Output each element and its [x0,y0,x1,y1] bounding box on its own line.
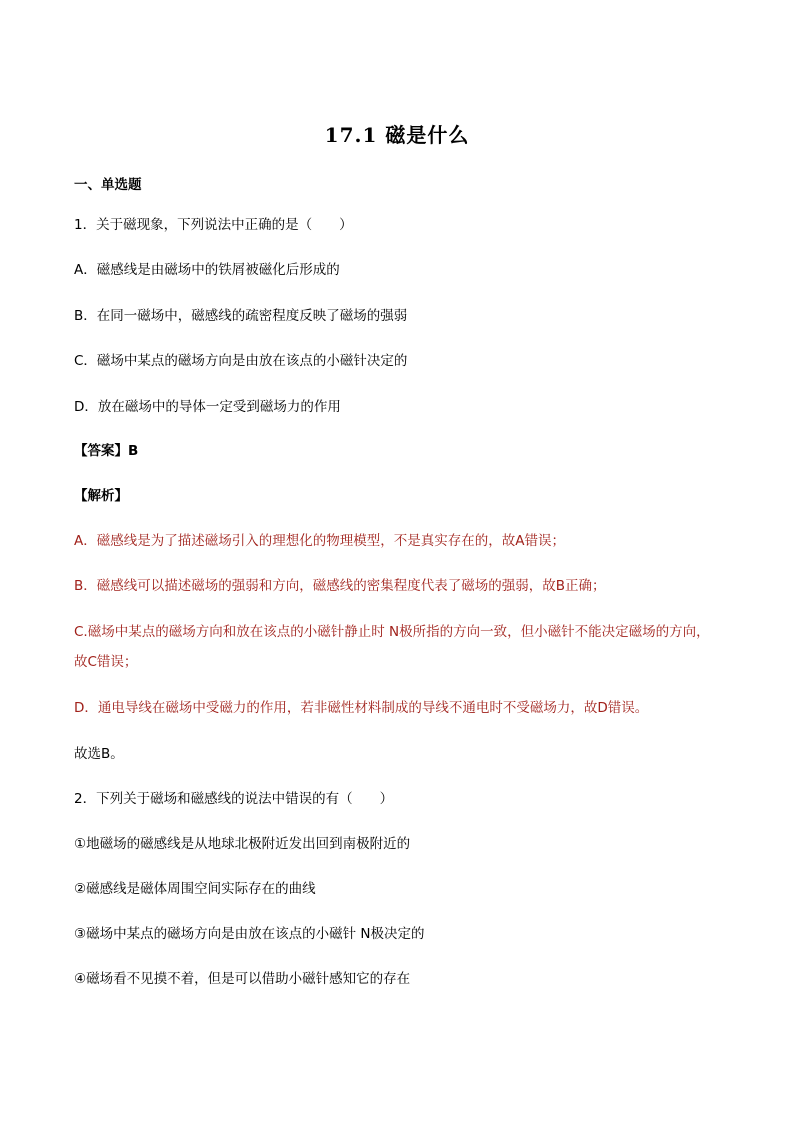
q1-stem: 1．关于磁现象，下列说法中正确的是（ ） [74,217,353,233]
q1-option-a: A．磁感线是由磁场中的铁屑被磁化后形成的 [74,262,340,278]
q1-option-b: B．在同一磁场中，磁感线的疏密程度反映了磁场的强弱 [74,308,408,324]
q2-stem: 2．下列关于磁场和磁感线的说法中错误的有（ ） [74,791,394,807]
page-title: 17.1 磁是什么 [324,123,470,147]
q1-analysis-d: D．通电导线在磁场中受磁力的作用，若非磁性材料制成的导线不通电时不受磁场力，故D错误。 [74,700,649,716]
q2-item-1: ①地磁场的磁感线是从地球北极附近发出回到南极附近的 [74,836,411,852]
q1-analysis-b: B．磁感线可以描述磁场的强弱和方向，磁感线的密集程度代表了磁场的强弱，故B正确； [74,578,606,594]
q1-analysis-a: A．磁感线是为了描述磁场引入的理想化的物理模型，不是真实存在的，故A错误； [74,533,565,549]
q1-analysis-c-cont: 故C错误； [74,654,138,670]
section-heading: 一、单选题 [74,177,142,193]
q1-analysis-c: C.磁场中某点的磁场方向和放在该点的小磁针静止时 N极所指的方向一致，但小磁针不能决定磁场的方向， [74,624,710,640]
q1-option-c: C．磁场中某点的磁场方向是由放在该点的小磁针决定的 [74,353,408,369]
q2-item-2: ②磁感线是磁体周围空间实际存在的曲线 [74,881,316,897]
q1-answer: 【答案】B [74,443,139,459]
q1-conclusion: 故选B。 [74,746,124,762]
q1-analysis-label: 【解析】 [74,488,128,504]
q2-item-3: ③磁场中某点的磁场方向是由放在该点的小磁针 N极决定的 [74,926,425,942]
q1-option-d: D．放在磁场中的导体一定受到磁场力的作用 [74,399,341,415]
q2-item-4: ④磁场看不见摸不着，但是可以借助小磁针感知它的存在 [74,971,411,987]
